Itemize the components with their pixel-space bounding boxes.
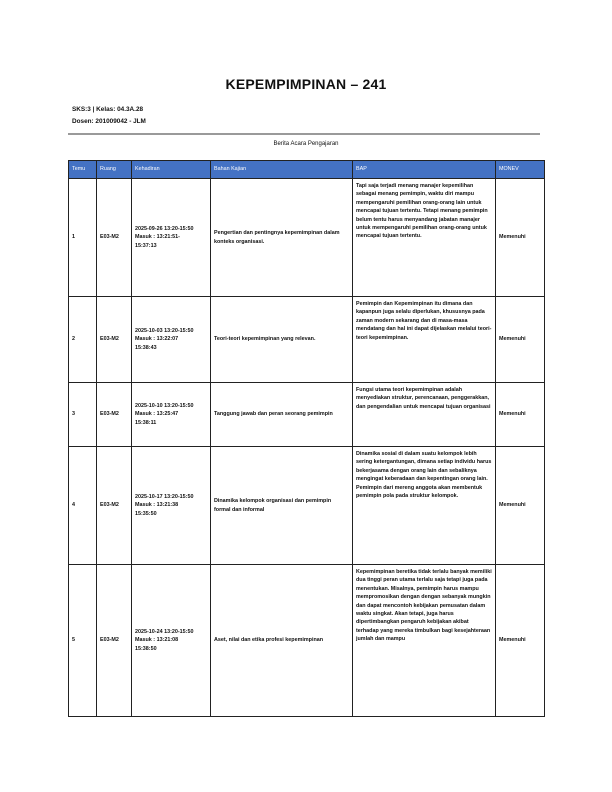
cell-bap: Pemimpin dan Kepemimpinan itu dimana dan kapanpun juga selalu diperlukan, khususnya pada zaman modern sekarang dan di masa-masa mendatang dan hal ini dapat dijelaskan melalui teori-teori kepemimpinan. <box>353 297 496 383</box>
cell-kehadiran <box>132 297 211 383</box>
col-header-monev: MONEV <box>496 161 545 179</box>
col-header-kehadiran: Kehadiran <box>132 161 211 179</box>
teaching-report-table <box>68 160 545 717</box>
table-row <box>69 447 545 565</box>
table-row <box>69 297 545 383</box>
col-header-temu: Temu <box>69 161 97 179</box>
col-header-ruang: Ruang <box>97 161 132 179</box>
cell-temu: 3 <box>69 383 97 447</box>
cell-bahan-kajian: Tanggung jawab dan peran seorang pemimpin <box>211 383 353 447</box>
cell-ruang: E03-M2 <box>97 383 132 447</box>
cell-monev: Memenuhi <box>496 179 545 297</box>
check-in-time: Masuk : 13:21:38 <box>135 502 179 509</box>
check-in-time: Masuk : 13:22:07 <box>135 336 179 343</box>
cell-temu: 4 <box>69 447 97 565</box>
cell-kehadiran <box>132 565 211 717</box>
course-info: SKS:3 | Kelas: 04.3A.28 <box>72 106 144 113</box>
check-out-time: 15:35:50 <box>135 510 157 517</box>
cell-temu: 5 <box>69 565 97 717</box>
cell-kehadiran <box>132 383 211 447</box>
divider <box>68 133 540 135</box>
cell-bahan-kajian: Teori-teori kepemimpinan yang relevan. <box>211 297 353 383</box>
cell-kehadiran <box>132 447 211 565</box>
check-out-time: 15:38:43 <box>135 344 157 351</box>
check-in-time: Masuk : 13:25:47 <box>135 411 179 418</box>
cell-monev: Memenuhi <box>496 447 545 565</box>
schedule-time: 2025-10-24 13:20-15:50 <box>135 628 194 635</box>
section-title: Berita Acara Pengajaran <box>273 141 339 147</box>
check-in-time: Masuk : 13:21:51- <box>135 234 180 241</box>
cell-monev: Memenuhi <box>496 565 545 717</box>
cell-bahan-kajian: Pengertian dan pentingnya kepemimpinan dalam konteks organisasi. <box>211 179 353 297</box>
cell-kehadiran <box>132 179 211 297</box>
cell-ruang: E03-M2 <box>97 565 132 717</box>
check-out-time: 15:38:11 <box>135 419 157 426</box>
cell-bap: Fungsi utama teori kepemimpinan adalah menyediakan struktur, perencanaan, penggerakkan, dan pengendalian untuk mencapai tujuan organisasi <box>353 383 496 447</box>
cell-bap: Dinamika sosial di dalam suatu kelompok lebih sering ketergantungan, dimana setiap individu harus bekerjasama dengan orang lain dan sebaliknya mengingat keberadaan dan kepentingan orang lain. Pemimpin dari mereng anggota akan membentuk pemimpin pola pada struktur kelompok. <box>353 447 496 565</box>
check-in-time: Masuk : 13:21:08 <box>135 637 179 644</box>
check-out-time: 15:38:50 <box>135 645 157 652</box>
table-row <box>69 565 545 717</box>
cell-bahan-kajian: Aset, nilai dan etika profesi kepemimpinan <box>211 565 353 717</box>
schedule-time: 2025-10-03 13:20-15:50 <box>135 327 194 334</box>
table-header-row <box>69 161 545 179</box>
lecturer-info: Dosen: 201009042 - JLM <box>72 118 146 125</box>
col-header-bahan-kajian: Bahan Kajian <box>211 161 353 179</box>
schedule-time: 2025-09-26 13:20-15:50 <box>135 225 194 232</box>
col-header-bap: BAP <box>353 161 496 179</box>
cell-bahan-kajian: Dinamika kelompok organisasi dan pemimpin formal dan informal <box>211 447 353 565</box>
schedule-time: 2025-10-17 13:20-15:50 <box>135 493 194 500</box>
cell-temu: 1 <box>69 179 97 297</box>
cell-monev: Memenuhi <box>496 383 545 447</box>
schedule-time: 2025-10-10 13:20-15:50 <box>135 402 194 409</box>
cell-bap: Kepemimpinan beretika tidak terlalu banyak memiliki dua tinggi peran utama terlalu saja tetapi juga pada menentukan. Misalnya, pemimpin harus mampu mempromosikan dengan dengan sebanyak mungkin dan dapat mencontoh kebijakan pemusatan dalam waktu singkat. Akan tetapi, juga harus dipertimbangkan pengaruh kebijakan akibat terhadap yang mereka timbulkan bagi kesejahteraan jumlah dan mampu <box>353 565 496 717</box>
cell-bap: Tapi saja terjadi menang manajer kepemilihan sebagai menang pemimpin, waktu diri mampu mempengaruhi pemilihan orang-orang lain untuk mencapai tujuan tertentu. Tetapi menang pemimpin belum tentu harus menyandang jabatan manajer untuk mempengaruhi pemilihan orang-orang untuk mencapai tujuan tertentu. <box>353 179 496 297</box>
check-out-time: 15:37:13 <box>135 242 157 249</box>
cell-monev: Memenuhi <box>496 297 545 383</box>
table-row <box>69 383 545 447</box>
cell-ruang: E03-M2 <box>97 297 132 383</box>
page-title: KEPEMPIMPINAN – 241 <box>225 76 387 92</box>
cell-ruang: E03-M2 <box>97 447 132 565</box>
cell-temu: 2 <box>69 297 97 383</box>
cell-ruang: E03-M2 <box>97 179 132 297</box>
table-row <box>69 179 545 297</box>
